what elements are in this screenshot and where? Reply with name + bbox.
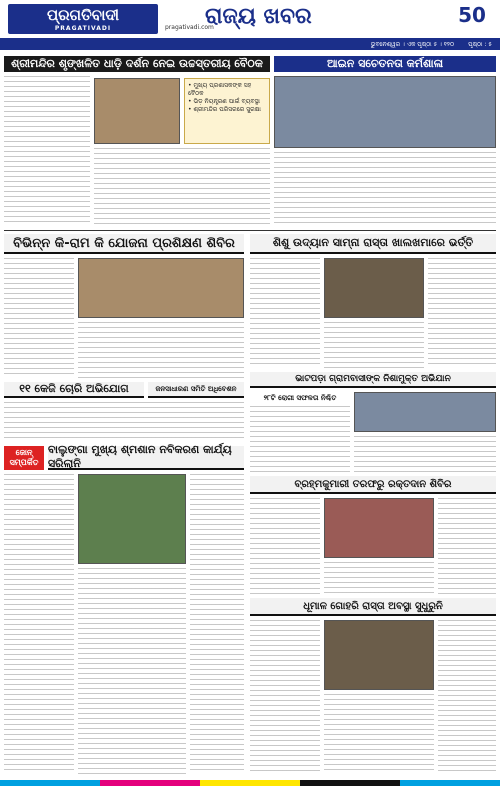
headline-training-camp: ବିଭିନ୍ନ କି-ରାମ କି ଯୋଜନା ପ୍ରଶିକ୍ଷଣ ଶିବିର [4,234,244,254]
headline-crematorium: ବାଲୁଙ୍ଗା ମୁଖ୍ୟ ଶ୍ମଶାନ ନବିକରଣ କାର୍ଯ୍ୟ ସରିଲାନି [48,446,244,470]
article-text [274,152,496,226]
photo-damaged-road [324,620,434,690]
article-text [78,568,186,774]
photo-meeting [94,78,180,144]
article-text [4,402,244,442]
newspaper-logo [8,4,158,34]
article-text [324,562,434,594]
article-text [190,474,244,774]
article-text [250,258,320,368]
article-text [250,406,350,472]
article-text [324,694,434,774]
divider [4,230,496,231]
sidebox-item: • ଭିଡ଼ ନିୟନ୍ତ୍ରଣ ପାଇଁ ବ୍ୟବସ୍ଥା [188,98,260,105]
print-registration-strip [0,780,500,786]
article-text [94,148,270,226]
sidebox-item: • ଶ୍ରୀମନ୍ଦିର ପରିସରରେ ସୁରକ୍ଷା [188,106,261,113]
article-text [4,258,74,378]
subheadline-success: ୨୮ଟି ରୋଗୀ ସଫଳତା ନିଶ୍ଚିତ [250,392,350,404]
headline-legal-awareness: ଆଇନ ସଚେତନତା କର୍ମଶାଳା [274,56,496,72]
headline-temple-meeting: ଶ୍ରୀମନ୍ଦିର ଶୃଙ୍ଖଳିତ ଧାଡ଼ି ଦର୍ଶନ ନେଇ ଉଚ୍ଚସ୍ତରୀୟ ବୈଠକ [4,56,270,72]
page-number: ପୃଷ୍ଠା : ୫ [468,41,492,48]
photo-training [78,258,244,318]
headline-deaddiction: ଭାଟପଡ଼ା ଗ୍ରାମବାସୀଙ୍କ ନିଶାମୁକ୍ତ ଅଭିଯାନ [250,372,496,388]
headline-road-potholes: ଶିଶୁ ଉଦ୍ୟାନ ସାମ୍ନା ରାସ୍ତା ଖାଲଖମାରେ ଭର୍ତ୍ତି [250,234,496,254]
article-text [354,436,496,472]
headline-blood-donation: ବ୍ରହ୍ମକୁମାରୀ ତରଫରୁ ରକ୍ତଦାନ ଶିବିର [250,476,496,494]
article-text [250,498,320,594]
sidebox-highlights [184,78,270,144]
dateline [0,40,500,50]
date-text: ଭୁବନେଶ୍ୱର । ଏକ ପୃଷ୍ଠା ୫ । ୧୨୦ [370,41,455,48]
photo-crematorium [78,474,186,564]
article-text [438,620,496,774]
sidebox-item: • ମୁଖ୍ୟ ପ୍ରଶାସକଙ୍କ ସହ ବୈଠକ [188,82,252,97]
article-text [324,322,424,368]
article-text [438,498,496,594]
photo-villagers [354,392,496,432]
article-text [428,258,496,368]
headline-road-condition: ଧୂମାଳ ଗୋହରି ରାସ୍ତା ଅବସ୍ଥା ସୁଧୁରୁନି [250,598,496,616]
article-text [78,322,244,378]
headline-committee: ଜନସାଧାରଣ ସମିତି ଅଧିବେଶନ [148,382,244,398]
section-title: ରାଜ୍ୟ ଖବର [205,4,312,29]
badge-label: ଜୋନ୍ ସମ୍ପର୍କିତ [4,446,44,470]
photo-workshop [274,76,496,148]
logo-text: ପ୍ରଗତିବାଦୀ [46,6,120,24]
article-text [4,76,90,226]
masthead [0,0,500,40]
photo-road [324,258,424,318]
article-text [4,474,74,774]
photo-blood-donation [324,498,434,558]
article-text [250,620,320,774]
website-url: pragativadi.com [165,24,214,31]
anniversary-logo: 50 [458,3,486,27]
headline-theft: ୧୧ କେଜି ଚୋରି ଅଭିଯୋଗ [4,382,144,398]
logo-subtitle: PRAGATIVADI [54,25,112,32]
